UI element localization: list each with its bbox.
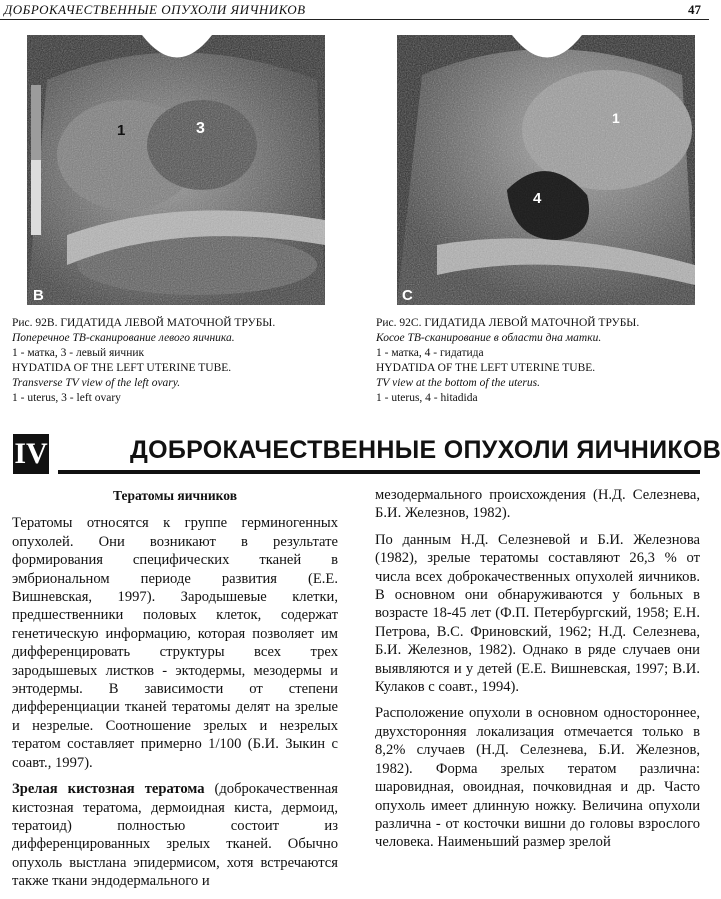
paragraph-teratomas-intro: Тератомы относятся к группе герминогенных опухолей. Они возникают в результате формирования специфических тканей в эмбриональном периоде развития (Е.Е. Вишневская, 1997). Зародышевые клетки, предшественники половых клеток, содержат генетическую информацию, которая позволяет им дифференцировать структуры всех трех зародышевых листков - эктодермы, мезодермы и энтодермы. В зависимости от степени дифференциации тканей тератомы делят на зрелые и незрелые. Соотношение зрелых и незрелых тератом составляет примерно 1/100 (Б.И. Зыкин с соавт., 1997). xyxy=(12,515,338,771)
figure-b-legend-ru: 1 - матка, 3 - левый яичник xyxy=(12,347,145,359)
figure-b-label-1: 1 xyxy=(117,122,126,139)
figure-c-label-4: 4 xyxy=(533,190,542,207)
figure-c-panel-letter: C xyxy=(402,287,413,304)
figure-b-subtitle-en: Transverse TV view of the left ovary. xyxy=(12,377,181,389)
ultrasound-image-b xyxy=(27,35,325,305)
chapter-number: IV xyxy=(13,434,49,474)
figure-c-legend-en: 1 - uterus, 4 - hitadida xyxy=(376,392,478,404)
figure-c-subtitle-en: TV view at the bottom of the uterus. xyxy=(376,377,540,389)
paragraph-origin: мезодермального происхождения (Н.Д. Селезнева, Б.И. Железнов, 1982). xyxy=(375,487,700,522)
figure-c-caption xyxy=(376,316,706,406)
figure-b-label-3: 3 xyxy=(196,120,205,137)
paragraph-lead-term: Зрелая кистозная тератома xyxy=(12,781,205,798)
figure-b-title-en: HYDATIDA OF THE LEFT UTERINE TUBE. xyxy=(12,362,232,374)
figure-c-label-1: 1 xyxy=(612,110,620,126)
left-column xyxy=(12,486,338,899)
running-header xyxy=(0,0,709,20)
paragraph-statistics: По данным Н.Д. Селезневой и Б.И. Железнова (1982), зрелые тератомы составляют 26,3 % от числа всех доброкачественных опухолей яичников. В основном они обнаруживаются у больных в возрасте 18-45 лет (Ф.П. Петербургский, 1958; Е.Н. Петрова, В.С. Фриновский, 1962; Н.Д. Селезнева, Б.И. Железнов, 1982). Однако в ряде случаев они выявляются и у детей (Е.Е. Вишневская, 1997; В.И. Кулаков с соавт., 1994). xyxy=(375,531,700,696)
figure-b-subtitle-ru: Поперечное ТВ-сканирование левого яичника. xyxy=(12,332,235,344)
page-number: 47 xyxy=(688,2,701,17)
paragraph-mature-cystic-teratoma xyxy=(12,780,338,890)
section-heading: Тератомы яичников xyxy=(112,488,237,503)
chapter-rule xyxy=(58,470,700,474)
paragraph-location-form: Расположение опухоли в основном одностороннее, двухсторонняя локализация отмечается только в 8,2% случаев (Н.Д. Селезнева, Б.И. Железнов, 1982). Форма зрелых тератом различна: шаровидная, овоидная, почковидная и др. Часто опухоль имеет длинную ножку. Величина опухоли различна - от косточки вишни до головы взрослого человека. Наименьший размер зрелой xyxy=(375,705,700,851)
figure-b-title-ru: Рис. 92B. ГИДАТИДА ЛЕВОЙ МАТОЧНОЙ ТРУБЫ. xyxy=(12,317,276,329)
figure-c-title-ru: Рис. 92C. ГИДАТИДА ЛЕВОЙ МАТОЧНОЙ ТРУБЫ. xyxy=(376,317,640,329)
figure-c-title-en: HYDATIDA OF THE LEFT UTERINE TUBE. xyxy=(376,362,596,374)
running-title: ДОБРОКАЧЕСТВЕННЫЕ ОПУХОЛИ ЯИЧНИКОВ xyxy=(4,2,306,17)
ultrasound-image-c xyxy=(397,35,695,305)
figure-b-panel-letter: B xyxy=(33,287,44,304)
figure-b-legend-en: 1 - uterus, 3 - left ovary xyxy=(12,392,121,404)
right-column xyxy=(375,486,700,860)
figure-b-caption xyxy=(12,316,352,406)
figure-c-legend-ru: 1 - матка, 4 - гидатида xyxy=(376,347,484,359)
figure-c-subtitle-ru: Косое ТВ-сканирование в области дна матки. xyxy=(376,332,602,344)
paragraph-continuation: (доброкачественная кистозная тератома, дермоидная киста, дермоид, тератоид) полностью состоит из дифференцированных зрелых тканей. Обычно опухоль выстлана эпидермисом, хотя встречаются также ткани эндодермального и xyxy=(12,781,338,890)
chapter-title: ДОБРОКАЧЕСТВЕННЫЕ ОПУХОЛИ ЯИЧНИКОВ xyxy=(130,436,721,464)
